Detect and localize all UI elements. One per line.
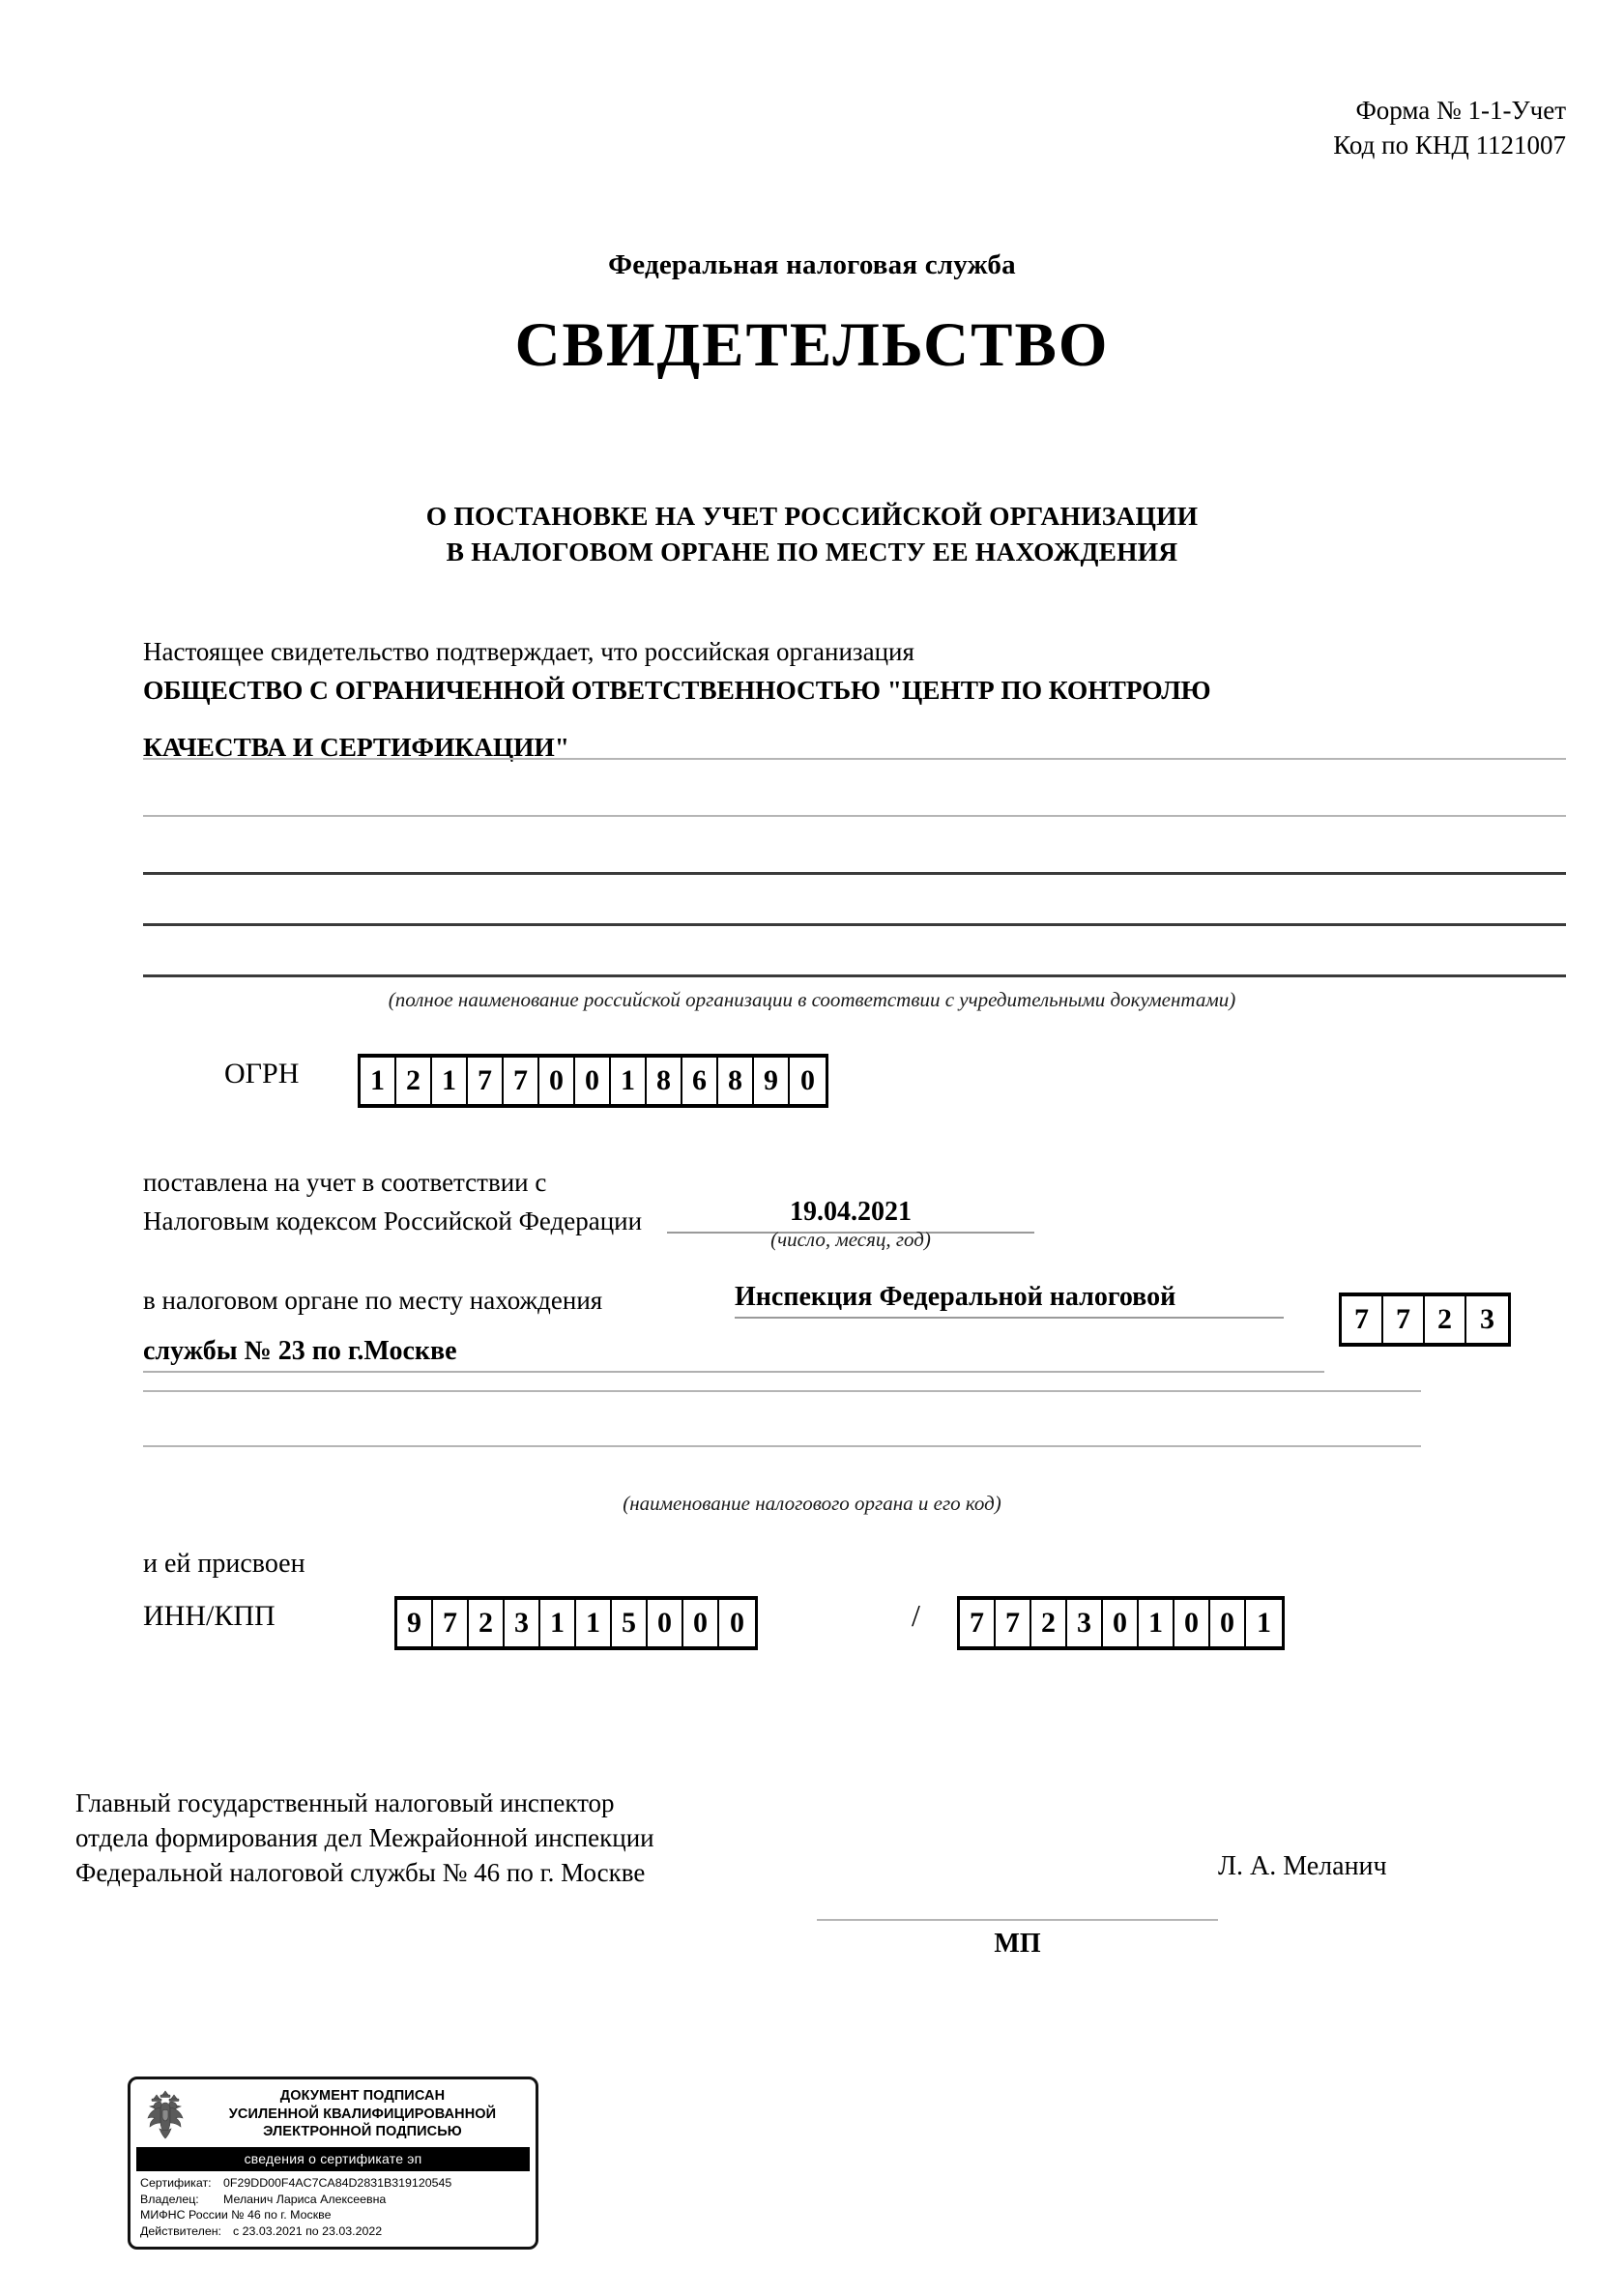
digit-cell: 3: [1480, 1303, 1494, 1335]
stamp-certificate-value: 0F29DD00F4AC7CA84D2831B319120545: [223, 2175, 452, 2190]
digit-cell: 3: [1067, 1600, 1103, 1646]
registration-date-caption: (число, месяц, год): [770, 1228, 931, 1251]
digit-cell: 2: [1031, 1600, 1067, 1646]
electronic-signature-stamp: [128, 2077, 538, 2250]
signer-position-line-3: Федеральной налоговой службы № 46 по г. Москве: [75, 1857, 646, 1887]
document-subtitle: [0, 499, 1624, 570]
digit-cell: 7: [433, 1600, 469, 1646]
digit-cell: 7: [468, 1058, 504, 1104]
assigned-text: и ей присвоен: [143, 1549, 305, 1579]
digit-cell: 0: [1103, 1600, 1139, 1646]
tax-authority-caption: (наименование налогового органа и его код): [623, 1492, 1001, 1515]
digit-cell: 0: [1174, 1600, 1210, 1646]
signer-position-line-1: Главный государственный налоговый инспектор: [75, 1788, 615, 1817]
knd-code: Код по КНД 1121007: [1333, 131, 1566, 160]
organ-blank-rule-1: [143, 1390, 1421, 1392]
form-number: Форма № 1-1-Учет: [1355, 96, 1566, 125]
registration-line-2: Налоговым кодексом Российской Федерации: [143, 1206, 643, 1235]
stamp-bar-label: сведения о сертификате эп: [136, 2147, 530, 2171]
stamp-owner-row: [140, 2192, 528, 2208]
tax-authority-name-line-1: Инспекция Федеральной налоговой: [735, 1282, 1284, 1319]
org-blank-rule-5: [143, 974, 1566, 977]
registration-date: 19.04.2021: [667, 1197, 1034, 1234]
org-blank-rule-3: [143, 872, 1566, 875]
stamp-heading-line-3: ЭЛЕКТРОННОЙ ПОДПИСЬЮ: [263, 2124, 462, 2140]
digit-cell: 8: [647, 1058, 682, 1104]
organization-name-caption: (полное наименование российской организации в соответствии с учредительными документами): [388, 988, 1236, 1011]
page-title: СВИДЕТЕЛЬСТВО: [514, 310, 1110, 380]
innkpp-label: ИНН/КПП: [143, 1600, 276, 1632]
digit-cell: 6: [682, 1058, 718, 1104]
stamp-top: [136, 2084, 530, 2146]
digit-cell: 0: [800, 1064, 815, 1096]
registration-line-1: поставлена на учет в соответствии с: [143, 1168, 547, 1197]
seal-rule: [817, 1919, 1218, 1921]
stamp-validity-value: с 23.03.2021 по 23.03.2022: [233, 2224, 383, 2239]
digit-cell: 9: [397, 1600, 433, 1646]
stamp-owner-value: Меланич Лариса Алексеевна: [223, 2192, 387, 2206]
signer-name: Л. А. Меланич: [1218, 1851, 1387, 1881]
tax-authority-code-boxes: [1339, 1293, 1511, 1347]
kpp-digit-boxes: [957, 1596, 1285, 1650]
stamp-fields: [136, 2175, 530, 2240]
digit-cell: 3: [505, 1600, 540, 1646]
digit-cell: 1: [1257, 1607, 1271, 1639]
digit-cell: 8: [718, 1058, 754, 1104]
digit-cell: 1: [432, 1058, 468, 1104]
signer-position-line-2: отдела формирования дел Межрайонной инспекции: [75, 1822, 654, 1852]
digit-cell: 0: [730, 1607, 744, 1639]
seal-label: МП: [994, 1929, 1041, 1959]
digit-cell: 7: [996, 1600, 1031, 1646]
stamp-validity-row: [140, 2223, 528, 2240]
stamp-owner-label: Владелец:: [140, 2192, 199, 2206]
digit-cell: 1: [576, 1600, 612, 1646]
stamp-certificate-label: Сертификат:: [140, 2175, 212, 2190]
intro-text: Настоящее свидетельство подтверждает, что российская организация: [143, 637, 914, 666]
tax-authority-prefix: в налоговом органе по месту нахождения: [143, 1286, 603, 1315]
stamp-heading: [197, 2087, 528, 2141]
org-blank-rule-2: [143, 815, 1566, 817]
inn-digit-boxes: [394, 1596, 758, 1650]
digit-cell: 5: [612, 1600, 648, 1646]
digit-cell: 7: [504, 1058, 539, 1104]
digit-cell: 7: [1342, 1296, 1383, 1343]
organ-blank-rule-2: [143, 1445, 1421, 1447]
digit-cell: 0: [648, 1600, 683, 1646]
digit-cell: 1: [361, 1058, 396, 1104]
ogrn-digit-boxes: [358, 1054, 828, 1108]
ogrn-label: ОГРН: [224, 1058, 300, 1089]
organization-name-line-1: ОБЩЕСТВО С ОГРАНИЧЕННОЙ ОТВЕТСТВЕННОСТЬЮ "ЦЕНТР ПО КОНТРОЛЮ: [143, 675, 1211, 705]
innkpp-separator: /: [912, 1598, 920, 1633]
subtitle-line-2: В НАЛОГОВОМ ОРГАНЕ ПО МЕСТУ ЕЕ НАХОЖДЕНИЯ: [446, 536, 1178, 566]
tax-authority-name-line-2: службы № 23 по г.Москве: [143, 1336, 1324, 1373]
digit-cell: 0: [1210, 1600, 1246, 1646]
digit-cell: 9: [754, 1058, 790, 1104]
digit-cell: 2: [1425, 1296, 1466, 1343]
digit-cell: 2: [469, 1600, 505, 1646]
digit-cell: 1: [611, 1058, 647, 1104]
signer-position: [75, 1787, 654, 1891]
digit-cell: 1: [540, 1600, 576, 1646]
org-blank-rule-4: [143, 923, 1566, 926]
digit-cell: 0: [539, 1058, 575, 1104]
russian-coat-of-arms-icon: [140, 2088, 190, 2140]
digit-cell: 1: [1139, 1600, 1174, 1646]
digit-cell: 7: [960, 1600, 996, 1646]
form-code-block: [1333, 93, 1566, 163]
stamp-validity-label: Действителен:: [140, 2224, 221, 2239]
digit-cell: 2: [396, 1058, 432, 1104]
agency-name: Федеральная налоговая служба: [608, 249, 1016, 280]
stamp-issuer-value: МИФНС России № 46 по г. Москве: [140, 2208, 332, 2222]
stamp-heading-line-1: ДОКУМЕНТ ПОДПИСАН: [279, 2088, 446, 2104]
organization-name-line-2: КАЧЕСТВА И СЕРТИФИКАЦИИ": [143, 732, 569, 762]
org-blank-rule-1: [143, 758, 1566, 760]
digit-cell: 0: [575, 1058, 611, 1104]
digit-cell: 7: [1383, 1296, 1425, 1343]
subtitle-line-1: О ПОСТАНОВКЕ НА УЧЕТ РОССИЙСКОЙ ОРГАНИЗАЦИИ: [425, 501, 1199, 531]
stamp-heading-line-2: УСИЛЕННОЙ КВАЛИФИЦИРОВАННОЙ: [228, 2106, 497, 2122]
digit-cell: 0: [683, 1600, 719, 1646]
stamp-certificate-row: [140, 2175, 528, 2192]
